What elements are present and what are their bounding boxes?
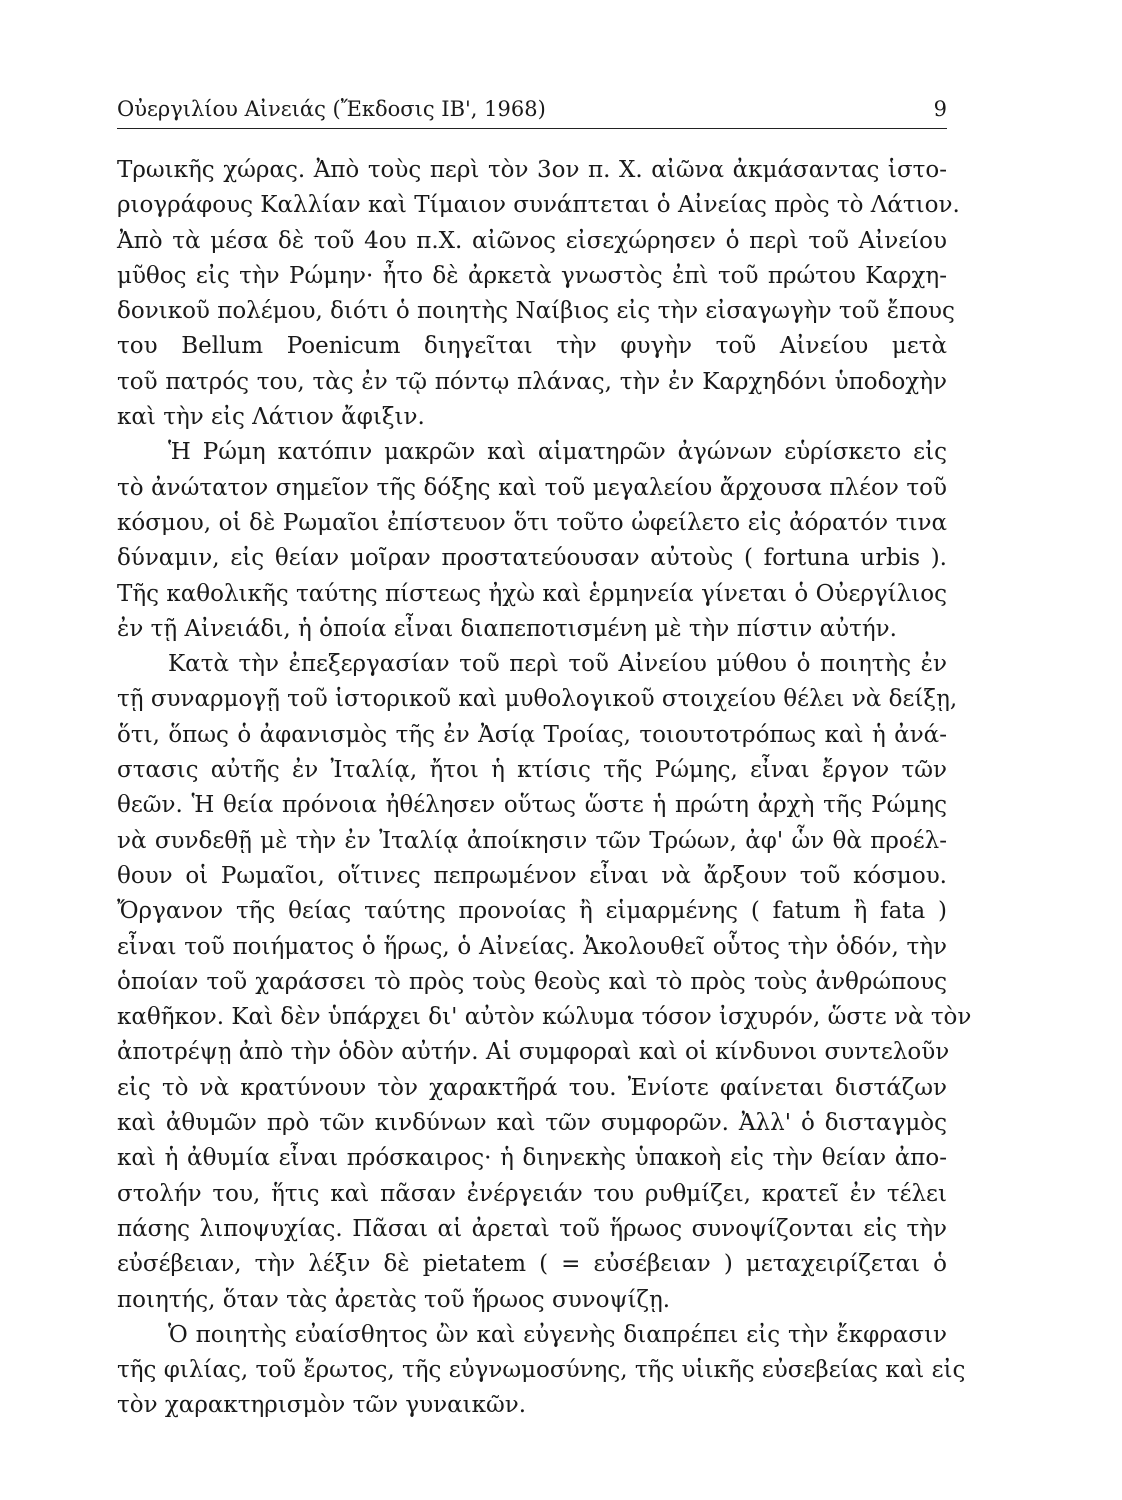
text-line: ἀποτρέψῃ ἀπὸ τὴν ὁδὸν αὐτήν. Αἱ συμφοραὶ καὶ οἱ κίνδυνοι συντελοῦν	[117, 1039, 950, 1066]
text-line: πάσης λιποψυχίας. Πᾶσαι αἱ ἀρεταὶ τοῦ ἥρωος συνοψίζονται εἰς τὴν	[117, 1215, 947, 1242]
text-line: τῆς φιλίας, τοῦ ἔρωτος, τῆς εὐγνωμοσύνης, τῆς υἱικῆς εὐσεβείας καὶ εἰς	[117, 1357, 966, 1384]
text-line: Τῆς καθολικῆς ταύτης πίστεως ἠχὼ καὶ ἑρμηνεία γίνεται ὁ Οὐεργίλιος	[117, 580, 947, 607]
text-line: εἶναι τοῦ ποιήματος ὁ ἥρως, ὁ Αἰνείας. Ἀκολουθεῖ οὗτος τὴν ὁδόν, τὴν	[117, 933, 947, 960]
text-line: τοῦ πατρός του, τὰς ἐν τῷ πόντῳ πλάνας, τὴν ἐν Καρχηδόνι ὑποδοχὴν	[117, 368, 947, 395]
text-line: θουν οἱ Ρωμαῖοι, οἵτινες πεπρωμένον εἶναι νὰ ἄρξουν τοῦ κόσμου.	[117, 862, 947, 889]
text-line: Κατὰ τὴν ἐπεξεργασίαν τοῦ περὶ τοῦ Αἰνείου μύθου ὁ ποιητὴς ἐν	[168, 651, 947, 678]
text-line: ὁποίαν τοῦ χαράσσει τὸ πρὸς τοὺς θεοὺς καὶ τὸ πρὸς τοὺς ἀνθρώπους	[117, 968, 947, 995]
text-line: καθῆκον. Καὶ δὲν ὑπάρχει δι' αὐτὸν κώλυμα τόσον ἰσχυρόν, ὥστε νὰ τὸν	[117, 1004, 972, 1031]
text-line: δονικοῦ πολέμου, διότι ὁ ποιητὴς Ναίβιος εἰς τὴν εἰσαγωγὴν τοῦ ἔπους	[117, 298, 955, 325]
text-line: καὶ ἡ ἀθυμία εἶναι πρόσκαιρος· ἡ διηνεκὴς ὑπακοὴ εἰς τὴν θείαν ἀπο-	[117, 1145, 947, 1172]
text-line: τὸ ἀνώτατον σημεῖον τῆς δόξης καὶ τοῦ μεγαλείου ἄρχουσα πλέον τοῦ	[117, 474, 947, 501]
text-line: ὅτι, ὅπως ὁ ἀφανισμὸς τῆς ἐν Ἀσίᾳ Τροίας, τοιουτοτρόπως καὶ ἡ ἀνά-	[117, 721, 947, 748]
text-line: τῇ συναρμογῇ τοῦ ἱστορικοῦ καὶ μυθολογικοῦ στοιχείου θέλει νὰ δείξῃ,	[117, 686, 958, 713]
text-line: στασις αὐτῆς ἐν Ἰταλίᾳ, ἤτοι ἡ κτίσις τῆς Ρώμης, εἶναι ἔργον τῶν	[117, 757, 947, 784]
text-line: στολήν του, ἥτις καὶ πᾶσαν ἐνέργειάν του ρυθμίζει, κρατεῖ ἐν τέλει	[117, 1180, 947, 1207]
text-line: του Bellum Poenicum διηγεῖται τὴν φυγὴν τοῦ Αἰνείου μετὰ	[117, 333, 947, 360]
text-line: Τρωικῆς χώρας. Ἀπὸ τοὺς περὶ τὸν 3ον π. Χ. αἰῶνα ἀκμάσαντας ἱστο-	[117, 157, 947, 183]
text-line: δύναμιν, εἰς θείαν μοῖραν προστατεύουσαν αὐτοὺς ( fortuna urbis ).	[117, 545, 947, 572]
text-line: τὸν χαρακτηρισμὸν τῶν γυναικῶν.	[117, 1392, 527, 1419]
running-title: Οὐεργιλίου Αἰνειάς (Ἔκδοσις ΙΒ', 1968)	[117, 97, 546, 121]
text-line: κόσμου, οἱ δὲ Ρωμαῖοι ἐπίστευον ὅτι τοῦτο ὠφείλετο εἰς ἀόρατόν τινα	[117, 509, 947, 536]
text-line: ριογράφους Καλλίαν καὶ Τίμαιον συνάπτεται ὁ Αἰνείας πρὸς τὸ Λάτιον.	[117, 192, 960, 219]
text-line: Ὄργανον τῆς θείας ταύτης προνοίας ἢ εἱμαρμένης ( fatum ἢ fata )	[117, 898, 947, 925]
page-number: 9	[933, 97, 947, 121]
text-line: εἰς τὸ νὰ κρατύνουν τὸν χαρακτῆρά του. Ἐνίοτε φαίνεται διστάζων	[117, 1074, 947, 1101]
text-line: ποιητής, ὅταν τὰς ἀρετὰς τοῦ ἥρωος συνοψίζῃ.	[117, 1286, 671, 1313]
body-text	[117, 153, 972, 1424]
text-line: ἐν τῇ Αἰνειάδι, ἡ ὁποία εἶναι διαπεποτισμένη μὲ τὴν πίστιν αὐτήν.	[117, 615, 897, 642]
running-head	[117, 96, 947, 122]
header-rule	[117, 128, 947, 129]
text-line: εὐσέβειαν, τὴν λέξιν δὲ pietatem ( = εὐσέβειαν ) μεταχειρίζεται ὁ	[117, 1251, 947, 1278]
text-line: μῦθος εἰς τὴν Ρώμην· ἦτο δὲ ἀρκετὰ γνωστὸς ἐπὶ τοῦ πρώτου Καρχη-	[117, 262, 947, 289]
text-line: Ἀπὸ τὰ μέσα δὲ τοῦ 4ου π.Χ. αἰῶνος εἰσεχώρησεν ὁ περὶ τοῦ Αἰνείου	[117, 227, 947, 254]
text-line: θεῶν. Ἡ θεία πρόνοια ἠθέλησεν οὕτως ὥστε ἡ πρώτη ἀρχὴ τῆς Ρώμης	[117, 792, 947, 819]
text-line: Ἡ Ρώμη κατόπιν μακρῶν καὶ αἱματηρῶν ἀγώνων εὑρίσκετο εἰς	[168, 439, 947, 466]
text-line: Ὁ ποιητὴς εὐαίσθητος ὢν καὶ εὐγενὴς διαπρέπει εἰς τὴν ἔκφρασιν	[168, 1321, 947, 1348]
text-line: καὶ τὴν εἰς Λάτιον ἄφιξιν.	[117, 404, 425, 431]
text-line: καὶ ἀθυμῶν πρὸ τῶν κινδύνων καὶ τῶν συμφορῶν. Ἀλλ' ὁ δισταγμὸς	[117, 1110, 947, 1137]
text-line: νὰ συνδεθῇ μὲ τὴν ἐν Ἰταλίᾳ ἀποίκησιν τῶν Τρώων, ἀφ' ὧν θὰ προέλ-	[117, 827, 947, 854]
